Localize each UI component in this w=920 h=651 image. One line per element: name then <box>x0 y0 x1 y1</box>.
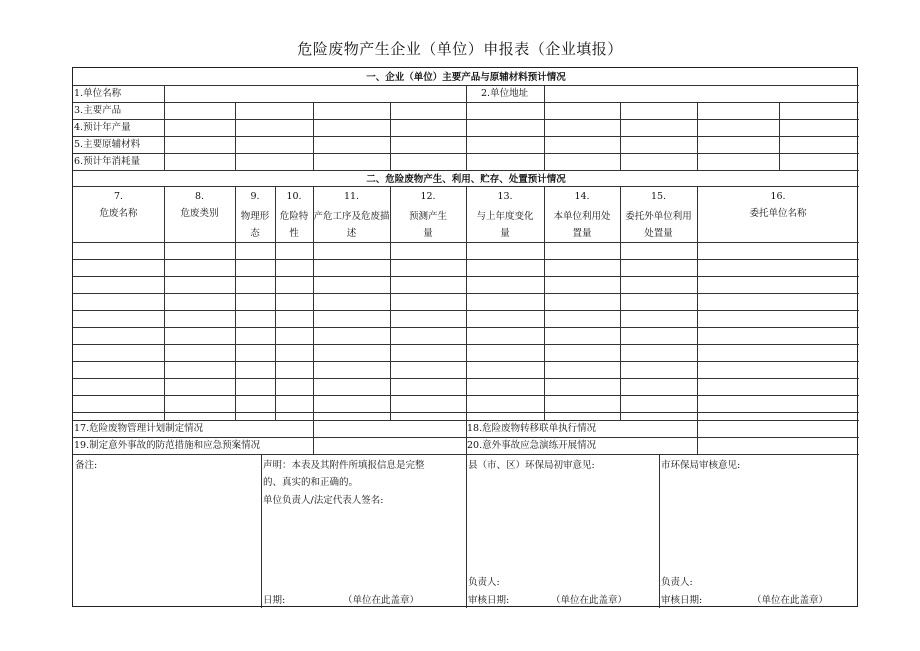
col-divider <box>235 102 236 170</box>
col-9-header-cont: 态 <box>250 228 260 239</box>
col-divider <box>313 420 314 454</box>
signature-label: 单位负责人/法定代表人签名: <box>263 495 384 506</box>
col-divider <box>466 85 467 102</box>
col-11-header-cont: 述 <box>346 228 357 239</box>
form-title: 危险废物产生企业（单位）申报表（企业填报） <box>297 40 623 58</box>
col-divider <box>313 102 314 170</box>
section-2-heading: 二、危险废物产生、利用、贮存、处置预计情况 <box>366 174 566 185</box>
col-divider <box>544 85 545 102</box>
col-16-header: 委托单位名称 <box>749 208 807 219</box>
declaration-seal-note: （单位在此盖章） <box>343 595 420 606</box>
item-18-label: 18.危险废物转移联单执行情况 <box>467 423 597 434</box>
item-17-label: 17.危险废物管理计划制定情况 <box>74 423 204 434</box>
city-responsible-label: 负责人: <box>661 577 693 588</box>
col-10-header-cont: 性 <box>289 228 299 239</box>
col-divider <box>164 85 165 170</box>
row-divider <box>73 170 859 171</box>
county-seal-note: （单位在此盖章） <box>551 595 628 606</box>
col-11-header: 产危工序及危废描 <box>313 211 390 222</box>
col-13-number: 13. <box>497 191 513 202</box>
col-15-header-cont: 处置量 <box>644 228 673 239</box>
label-raw-materials: 5.主要原辅材料 <box>74 139 141 150</box>
label-annual-consumption: 6.预计年消耗量 <box>74 156 141 167</box>
col-15-number: 15. <box>650 191 667 202</box>
city-opinion-label: 市环保局审核意见: <box>661 460 741 471</box>
col-13-header-cont: 量 <box>500 228 510 239</box>
col-divider <box>261 454 262 608</box>
col-12-number: 12. <box>420 191 436 202</box>
col-16-number: 16. <box>770 191 786 202</box>
county-review-date-label: 审核日期: <box>468 595 510 606</box>
label-unit-name: 1.单位名称 <box>74 88 122 99</box>
city-seal-note: （单位在此盖章） <box>752 595 829 606</box>
col-divider <box>390 102 391 170</box>
item-19-label: 19.制定意外事故的防范措施和应急预案情况 <box>74 440 261 451</box>
col-divider <box>544 102 545 170</box>
col-9-number: 9. <box>250 191 260 202</box>
col-9-header: 物理形 <box>240 211 270 222</box>
col-10-header: 危险特 <box>279 211 309 222</box>
col-13-header: 与上年度变化 <box>476 211 534 222</box>
county-responsible-label: 负责人: <box>468 577 500 588</box>
col-12-header: 预测产生 <box>408 211 447 222</box>
col-divider <box>697 102 698 170</box>
col-14-header: 本单位利用处 <box>553 211 611 222</box>
col-14-header-cont: 置量 <box>572 228 592 239</box>
col-15-header: 委托外单位利用 <box>625 211 692 222</box>
col-7-header: 危废名称 <box>99 208 138 219</box>
item-20-label: 20.意外事故应急演练开展情况 <box>467 440 597 451</box>
declaration-form <box>72 67 858 607</box>
col-divider <box>697 420 698 454</box>
note-label: 备注: <box>75 460 98 471</box>
col-8-number: 8. <box>194 191 205 202</box>
statement-line-1: 声明：本表及其附件所填报信息是完整 <box>263 460 425 471</box>
city-review-date-label: 审核日期: <box>661 595 703 606</box>
col-12-header-cont: 量 <box>423 228 433 239</box>
col-divider <box>779 102 780 170</box>
col-11-number: 11. <box>343 191 360 202</box>
statement-line-2: 的、真实的和正确的。 <box>263 477 359 488</box>
label-main-products: 3.主要产品 <box>74 105 122 116</box>
col-10-number: 10. <box>286 191 302 202</box>
section-1-heading: 一、企业（单位）主要产品与原辅材料预计情况 <box>366 72 566 83</box>
county-opinion-label: 县（市、区）环保局初审意见: <box>468 460 595 471</box>
col-7-number: 7. <box>113 191 124 202</box>
col-divider <box>164 186 165 420</box>
label-unit-address: 2.单位地址 <box>481 88 529 99</box>
col-divider <box>697 186 698 420</box>
col-divider <box>466 454 467 608</box>
col-divider <box>620 102 621 170</box>
label-annual-output: 4.预计年产量 <box>74 122 131 133</box>
declaration-date-label: 日期: <box>263 595 286 606</box>
col-14-number: 14. <box>574 191 590 202</box>
col-divider <box>466 102 467 170</box>
col-divider <box>659 454 660 608</box>
col-8-header: 危废类别 <box>180 208 219 219</box>
